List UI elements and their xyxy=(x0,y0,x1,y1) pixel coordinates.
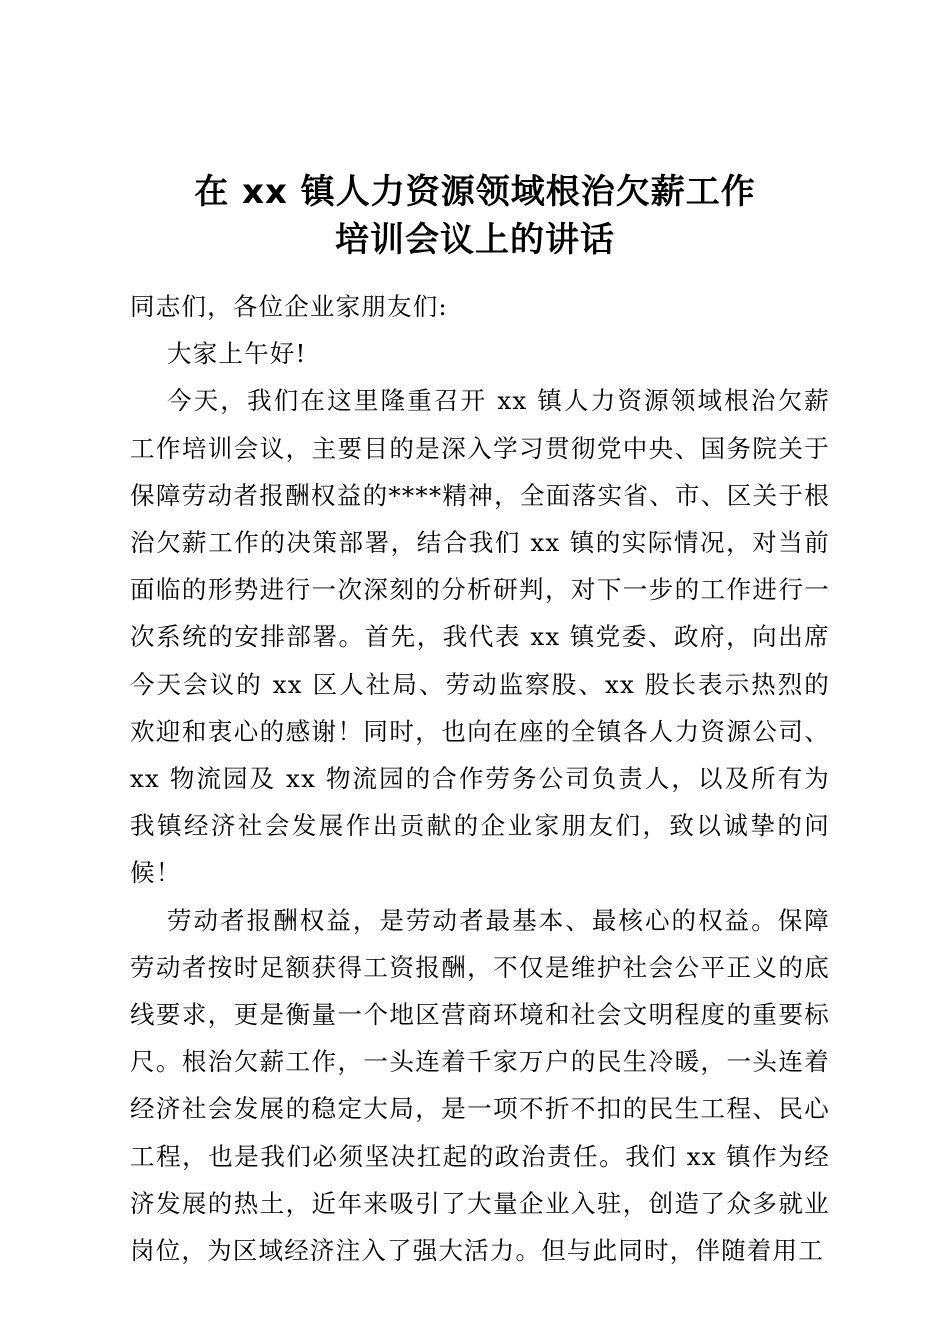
document-title-line-1: 在 xx 镇人力资源领域根治欠薪工作 xyxy=(194,172,756,212)
greeting: 大家上午好! xyxy=(167,339,307,369)
paragraph-2: 劳动者报酬权益，是劳动者最基本、最核心的权益。保障劳动者按时足额获得工资报酬，不仅是维护社会公平正义的底线要求，更是衡量一个地区营商环境和社会文明程度的重要标尺。根治欠薪工作，一头连着千家万户的民生冷暖，一头连着经济社会发展的稳定大局，是一项不折不扣的民生工程、民心工程，也是我们必须坚决扛起的政治责任。我们 xx 镇作为经济发展的热土，近年来吸引了大量企业入驻，创造了众多就业岗位，为区域经济注入了强大活力。但与此同时，伴随着用工 xyxy=(130,905,830,1266)
document-title-line-2: 培训会议上的讲话 xyxy=(335,220,615,260)
document-body xyxy=(130,283,830,1274)
salutation: 同志们，各位企业家朋友们: xyxy=(130,292,448,321)
paragraph-1: 今天，我们在这里隆重召开 xx 镇人力资源领域根治欠薪工作培训会议，主要目的是深入学习贯彻党中央、国务院关于保障劳动者报酬权益的****精神，全面落实省、市、区关于根治欠薪工作的决策部署，结合我们 xx 镇的实际情况，对当前面临的形势进行一次深刻的分析研判，对下一步的工作进行一次系统的安排部署。首先，我代表 xx 镇党委、政府，向出席今天会议的 xx 区人社局、劳动监察股、xx 股长表示热烈的欢迎和衷心的感谢！同时，也向在座的全镇各人力资源公司、xx 物流园及 xx 物流园的合作劳务公司负责人，以及所有为我镇经济社会发展作出贡献的企业家朋友们，致以诚挚的问候！ xyxy=(130,386,830,888)
